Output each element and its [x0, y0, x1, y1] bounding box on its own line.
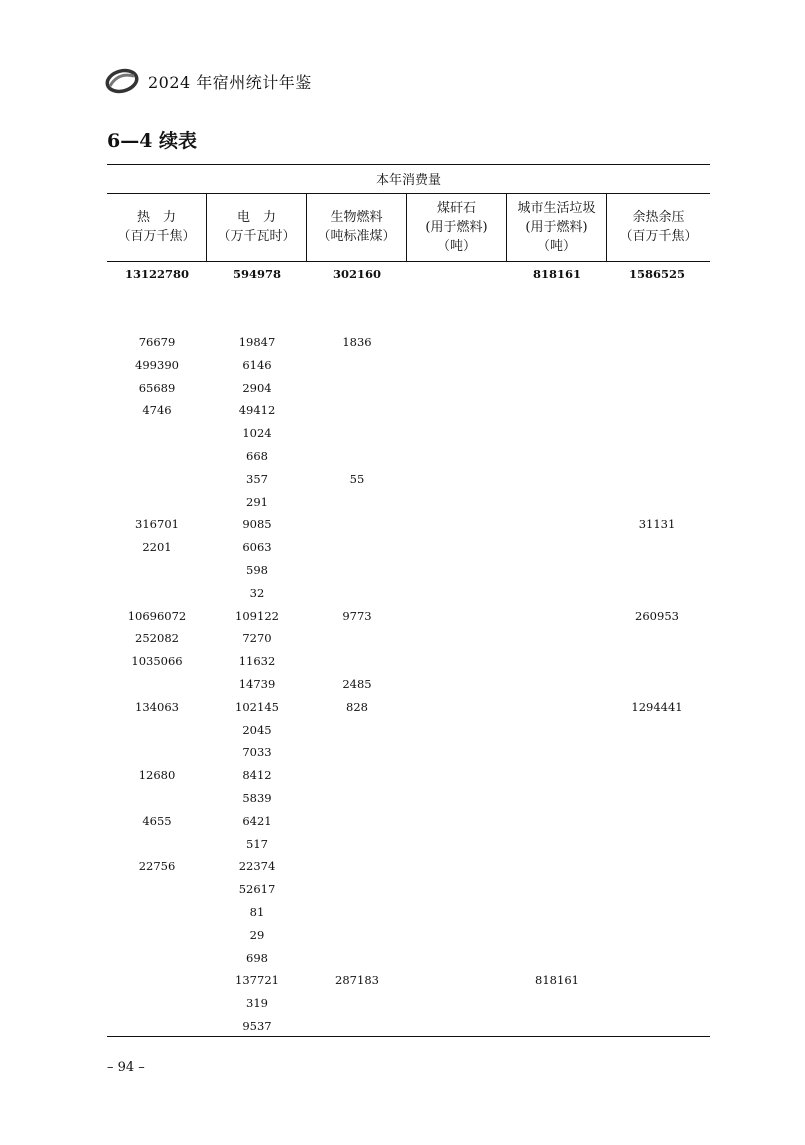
table-row [107, 765, 710, 785]
table-row [107, 948, 710, 968]
column-header-name: 电 力 [236, 210, 276, 225]
table-cell: 668 [246, 449, 268, 463]
table-cell: 4655 [142, 813, 172, 828]
table-cell: 2904 [242, 380, 272, 395]
column-header-unit: （百万千焦） [619, 229, 698, 244]
table-row [107, 606, 710, 626]
table-row [107, 788, 710, 808]
table-row [107, 583, 710, 603]
table-cell: 302160 [332, 267, 381, 281]
table-row [107, 742, 710, 762]
yearbook-logo-icon [104, 68, 140, 94]
table-cell: 4746 [142, 403, 172, 418]
table-cell: 31131 [638, 517, 676, 532]
page-header [104, 66, 312, 96]
table-cell: 7270 [242, 631, 272, 646]
table-row [107, 925, 710, 945]
column-header [207, 193, 307, 261]
table-cell: 291 [246, 494, 268, 509]
table-row [107, 560, 710, 580]
table-row [107, 811, 710, 831]
table-cell: 32 [249, 585, 265, 600]
table-bottom-rule [107, 1036, 710, 1037]
table-row [107, 378, 710, 398]
column-header-sub: (用于燃料) [525, 219, 588, 235]
table-cell: 6063 [242, 540, 272, 555]
table-cell: 22374 [238, 859, 276, 874]
table-row [107, 902, 710, 922]
page-number: – 94 – [107, 1060, 145, 1075]
table-cell: 260953 [635, 608, 679, 623]
column-header-name: 城市生活垃圾 [517, 200, 596, 216]
table-cell: 9773 [342, 608, 372, 623]
column-header [307, 193, 407, 261]
table-row [107, 856, 710, 876]
column-header [107, 193, 207, 261]
table-cell: 1836 [342, 335, 372, 349]
table-cell: 137721 [235, 973, 279, 988]
column-header [407, 193, 507, 261]
table-cell: 818161 [535, 973, 579, 988]
table-cell: 499390 [135, 357, 179, 372]
table-row [107, 1016, 710, 1036]
total-row [107, 264, 710, 284]
table-cell: 102145 [235, 699, 279, 714]
column-headers [107, 193, 710, 261]
table-row [107, 651, 710, 671]
table-row [107, 628, 710, 648]
table-row [107, 332, 710, 352]
column-header-name: 生物燃料 [330, 210, 383, 225]
book-title: 2024 年宿州统计年鉴 [148, 72, 312, 92]
table-cell: 1586525 [628, 267, 685, 281]
table-cell: 594978 [232, 267, 281, 281]
table-cell: 9085 [242, 517, 272, 532]
table-row [107, 993, 710, 1013]
column-header-name: 热 力 [136, 210, 176, 225]
table-cell: 319 [246, 996, 268, 1011]
table-cell: 109122 [235, 608, 279, 623]
table-cell: 65689 [138, 380, 176, 395]
table-cell: 8412 [242, 768, 272, 783]
column-header-unit: （百万千焦） [117, 229, 196, 244]
table-row [107, 400, 710, 420]
table-row [107, 697, 710, 717]
column-header-sub: (用于燃料) [425, 219, 488, 235]
column-header-name: 余热余压 [632, 210, 685, 225]
table-row [107, 514, 710, 534]
table-superheader: 本年消费量 [375, 173, 441, 188]
table-cell: 10696072 [127, 608, 187, 623]
column-header-name: 煤矸石 [436, 200, 476, 216]
table-cell: 1035066 [131, 654, 183, 669]
table-row [107, 537, 710, 557]
table-cell: 55 [349, 471, 365, 486]
table-cell: 2201 [142, 540, 172, 555]
table-row [107, 355, 710, 375]
table-cell: 828 [346, 699, 368, 714]
table-row [107, 970, 710, 990]
column-header-unit: （吨） [536, 238, 576, 254]
table-cell: 357 [246, 471, 268, 486]
table-cell: 6421 [242, 813, 272, 828]
table-cell: 81 [249, 905, 265, 919]
table-cell: 22756 [138, 859, 176, 874]
table-cell: 134063 [135, 699, 179, 714]
table-top-rule [107, 164, 710, 165]
table-cell: 11632 [238, 654, 276, 669]
table-row [107, 469, 710, 489]
table-header-rule [107, 261, 710, 262]
table-cell: 14739 [238, 677, 276, 691]
table-cell: 316701 [135, 517, 179, 532]
table-cell: 52617 [238, 882, 276, 897]
table-row [107, 879, 710, 899]
table-cell: 2485 [342, 677, 372, 691]
table-row [107, 674, 710, 694]
table-cell: 49412 [238, 403, 276, 418]
table-cell: 598 [246, 563, 268, 577]
table-title: 6—4 续表 [107, 130, 198, 152]
table-cell: 12680 [138, 768, 176, 783]
table-cell: 818161 [532, 267, 581, 281]
table-row [107, 720, 710, 740]
table-cell: 19847 [238, 335, 276, 349]
table-cell: 517 [246, 836, 268, 851]
table-cell: 13122780 [124, 267, 189, 281]
table-cell: 5839 [242, 791, 272, 805]
table-cell: 6146 [242, 357, 272, 372]
table-row [107, 446, 710, 466]
table-cell: 1294441 [631, 699, 683, 714]
column-header-unit: （吨） [436, 238, 476, 254]
table-cell: 76679 [138, 335, 176, 349]
table-cell: 2045 [242, 722, 272, 737]
column-header [507, 193, 607, 261]
table-cell: 9537 [242, 1019, 272, 1033]
column-header [607, 193, 710, 261]
table-cell: 7033 [242, 745, 272, 760]
table-cell: 252082 [135, 631, 179, 646]
table-cell: 1024 [242, 426, 272, 441]
column-header-unit: （万千瓦时） [217, 229, 296, 244]
table-row [107, 423, 710, 443]
table-row [107, 492, 710, 512]
column-header-unit: （吨标准煤） [317, 229, 396, 244]
table-cell: 29 [249, 927, 265, 942]
table-cell: 698 [246, 950, 268, 965]
table-cell: 287183 [335, 973, 379, 988]
table-row [107, 834, 710, 854]
